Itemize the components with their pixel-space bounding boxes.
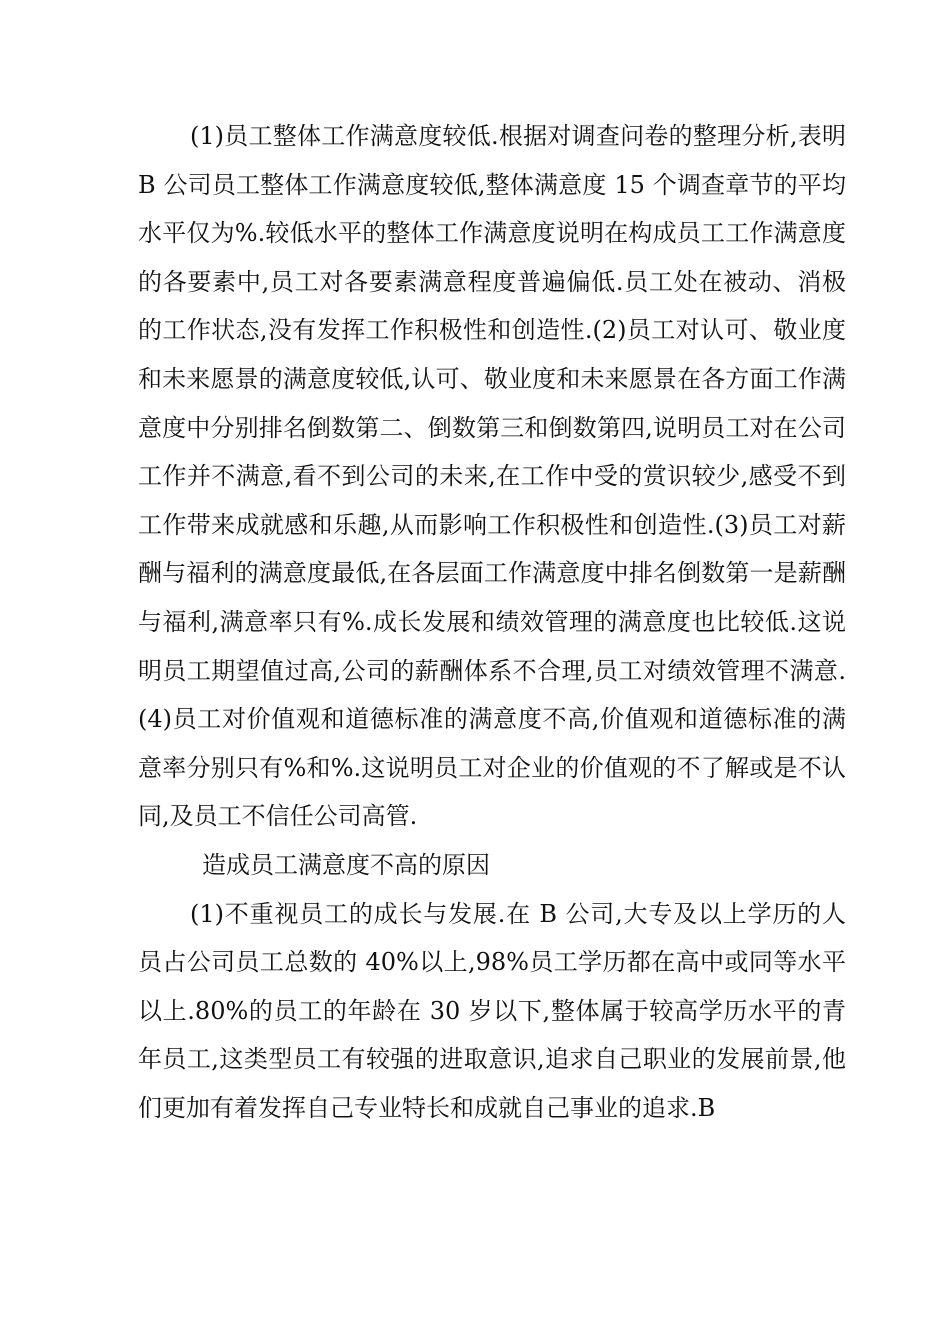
section-heading: 造成员工满意度不高的原因 [202,850,490,879]
paragraph-findings: (1)员工整体工作满意度较低.根据对调查问卷的整理分析,表明 B 公司员工整体工作满意度较低,整体满意度 15 个调查章节的平均水平仅为%.较低水平的整体工作满意度说明在构成员工工作满意度的各要素中,员工对各要素满意程度普遍偏低.员工处在被动、消极的工作状态,没有发挥工作积极性和创造性.(2)员工对认可、敬业度和未来愿景的满意度较低,认可、敬业度和未来愿景在各方面工作满意度中分别排名倒数第二、倒数第三和倒数第四,说明员工对在公司工作并不满意,看不到公司的未来,在工作中受的赏识较少,感受不到工作带来成就感和乐趣,从而影响工作积极性和创造性.(3)员工对薪酬与福利的满意度最低,在各层面工作满意度中排名倒数第一是薪酬与福利,满意率只有%.成长发展和绩效管理的满意度也比较低.这说明员工期望值过高,公司的薪酬体系不合理,员工对绩效管理不满意.(4)员工对价值观和道德标准的满意度不高,价值观和道德标准的满意率分别只有%和%.这说明员工对企业的价值观的不了解或是不认同,及员工不信任公司高管. [138,122,846,831]
paragraph-causes: (1)不重视员工的成长与发展.在 B 公司,大专及以上学历的人员占公司员工总数的 40%以上,98%员工学历都在高中或同等水平以上.80%的员工的年龄在 30 岁以下,整体属于较高学历水平的青年员工,这类型员工有较强的进取意识,追求自己职业的发展前景,他们更加有着发挥自己专业特长和成就自己事业的追求.B [138,899,846,1122]
document-body [138,112,846,1132]
